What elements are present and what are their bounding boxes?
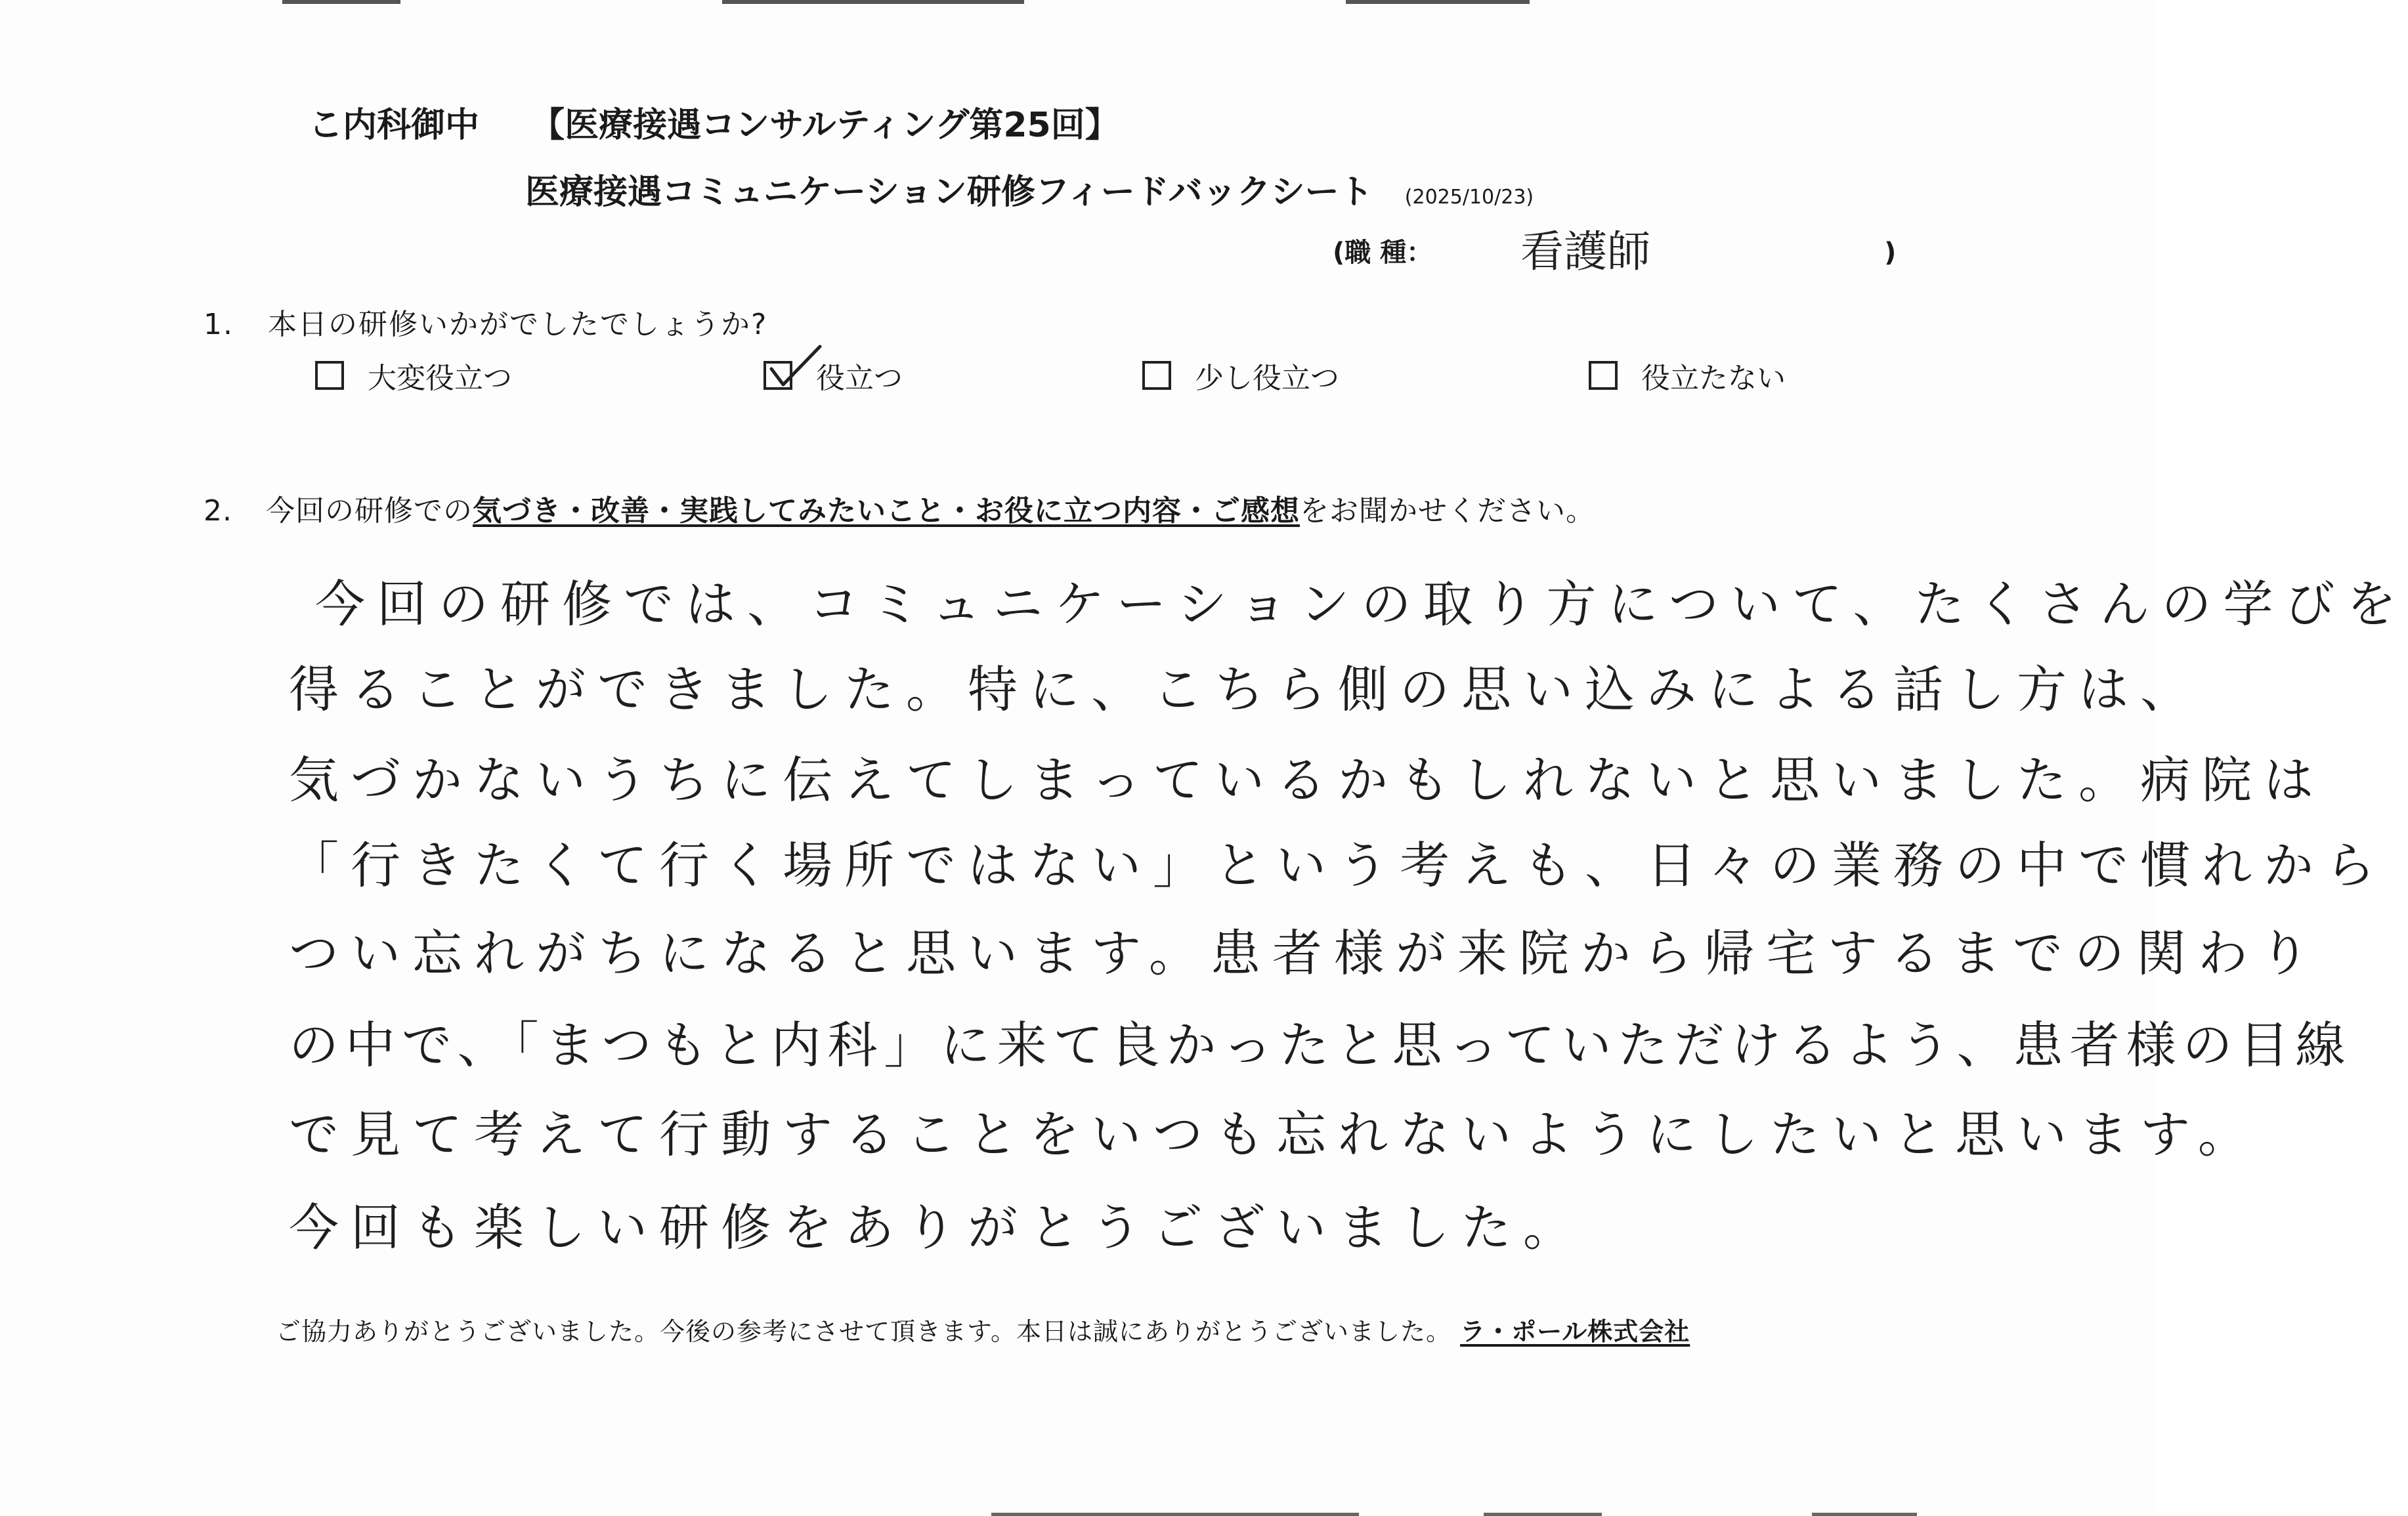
option-not-useful[interactable] [1589,354,1786,396]
option-label: 大変役立つ [368,362,512,395]
question-2-emphasis: 気づき・改善・実践してみたいこと・お役に立つ内容・ご感想 [472,494,1300,528]
rating-options [0,354,2155,407]
scan-edge-mark [1484,1513,1602,1516]
option-label: 役立たない [1641,362,1786,395]
series-title: 【医療接遇コンサルティング第25回】 [530,106,1119,145]
job-type-label: (職 種： [1333,238,1433,268]
clinic-name: こ内科御中 [309,106,480,145]
checkbox[interactable] [315,361,344,390]
answer-line: 得ることができました。特に、こちら側の思い込みによる話し方は、 [289,660,2202,719]
question-1 [204,301,767,343]
checkmark-icon [767,344,827,396]
answer-line: の中で、「まつもと内科」に来て良かったと思っていただけるよう、患者様の目線 [289,1016,2352,1074]
question-2-number: 2. [204,494,232,528]
question-2-prefix: 今回の研修での [265,494,473,528]
scan-edge-mark [722,0,1024,4]
answer-line: 気づかないうちに伝えてしまっているかもしれないと思いました。病院は [289,751,2325,809]
answer-line: 「行きたくて行く場所ではない」という考えも、日々の業務の中で慣れから [289,836,2387,895]
answer-line: 今回の研修では、コミュニケーションの取り方について、たくさんの学びを [315,575,2408,633]
option-label: 少し役立つ [1195,362,1339,395]
sheet-date: (2025/10/23) [1404,186,1534,209]
answer-line: つい忘れがちになると思います。患者様が来院から帰宅するまでの関わり [289,924,2321,982]
header-top-line [309,97,1119,146]
job-type-close: ) [1884,238,1897,268]
sheet-title-line [525,164,1534,213]
checkbox[interactable] [1142,361,1171,390]
option-slightly-useful[interactable] [1142,354,1339,396]
job-type-value[interactable]: 看護師 [1520,226,1651,277]
option-label: 役立つ [816,362,903,395]
footer-thanks: ご協力ありがとうございました。今後の参考にさせて頂きます。本日は誠にありがとうございました。 [276,1317,1451,1346]
question-1-number: 1. [204,308,234,341]
answer-line: 今回も楽しい研修をありがとうございました。 [289,1198,1585,1257]
option-useful[interactable] [763,354,903,396]
checkbox[interactable] [1589,361,1618,390]
job-type-row [1333,217,1896,279]
footer [276,1311,1690,1347]
question-2 [204,487,1595,529]
sheet-title: 医療接遇コミュニケーション研修フィードバックシート [525,173,1373,212]
company-name: ラ・ポール株式会社 [1460,1317,1690,1346]
option-very-useful[interactable] [315,354,512,396]
answer-line: で見て考えて行動することをいつも忘れないようにしたいと思います。 [289,1105,2260,1164]
question-1-text: 本日の研修いかがでしたでしょうか? [267,308,768,341]
question-2-suffix: をお聞かせください。 [1299,494,1595,528]
scan-edge-mark [1812,1513,1917,1516]
scan-edge-mark [991,1513,1359,1516]
scan-edge-mark [1346,0,1530,4]
checkbox-checked[interactable] [763,361,792,390]
scan-edge-mark [282,0,400,4]
